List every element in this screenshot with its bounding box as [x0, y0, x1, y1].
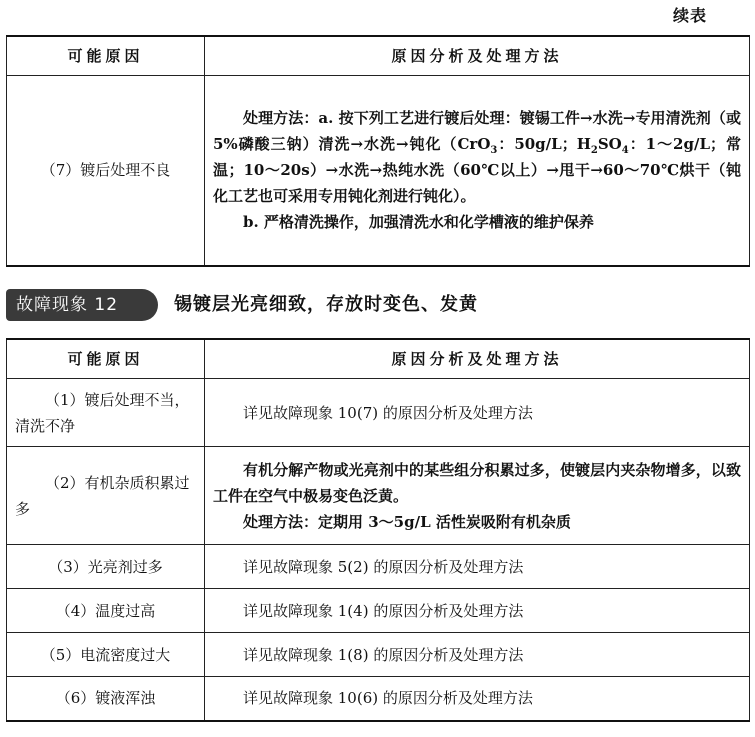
method-label: 处理方法： — [243, 512, 319, 531]
table-row — [7, 76, 750, 266]
analysis-cell: 详见故障现象 10(7) 的原因分析及处理方法 — [205, 379, 750, 447]
subscript-3: 3 — [490, 145, 498, 157]
analysis-cell — [205, 76, 750, 266]
analysis-cell: 详见故障现象 1(4) 的原因分析及处理方法 — [205, 589, 750, 633]
analysis-cell — [205, 447, 750, 545]
subscript-2: 2 — [590, 145, 598, 157]
table-header-row — [7, 339, 750, 379]
cause-cell: （3）光亮剂过多 — [7, 545, 205, 589]
analysis-cell: 详见故障现象 1(8) 的原因分析及处理方法 — [205, 633, 750, 677]
para-a-part4: ：1～2g/L；常温；10～20s）→水洗→热纯水洗（60℃以上）→甩干→60～70℃烘干（钝化工艺也可采用专用钝化剂进行钝化）。 — [213, 135, 741, 206]
method-text — [213, 509, 741, 535]
header-cause: 可能原因 — [7, 36, 205, 76]
method-label: 处理方法： — [243, 109, 319, 128]
table-row — [7, 589, 750, 633]
fault-badge: 故障现象 12 — [6, 289, 158, 321]
table-row — [7, 677, 750, 721]
table-header-row — [7, 36, 750, 76]
header-cause: 可能原因 — [7, 339, 205, 379]
table-continued — [6, 35, 750, 267]
para-a-part1: a. 按下列工艺进行镀后处理：镀锡工件→水洗→专用清洗剂（或 5%磷酸三钠）清洗→水洗→钝化（CrO — [213, 109, 741, 154]
table-row — [7, 545, 750, 589]
continued-label: 续表 — [672, 6, 707, 25]
table-row — [7, 447, 750, 545]
analysis-text: 有机分解产物或光亮剂中的某些组分积累过多，使镀层内夹杂物增多，以致工件在空气中极易变色泛黄。 — [213, 460, 741, 505]
para-a-part2: ：50g/L；H — [497, 135, 591, 154]
fault-heading — [6, 289, 746, 321]
fault-title: 锡镀层光亮细致，存放时变色、发黄 — [174, 294, 478, 315]
cause-cell: （4）温度过高 — [7, 589, 205, 633]
header-analysis: 原因分析及处理方法 — [205, 339, 750, 379]
table-fault-12 — [6, 338, 750, 722]
table-row — [7, 633, 750, 677]
method-para-a — [213, 105, 741, 209]
cause-cell: （1）镀后处理不当，清洗不净 — [7, 379, 205, 447]
method-body: 定期用 3～5g/L 活性炭吸附有机杂质 — [318, 512, 571, 531]
para-a-part3: SO — [597, 135, 622, 154]
table-row — [7, 379, 750, 447]
method-para-b: b. 严格清洗操作，加强清洗水和化学槽液的维护保养 — [243, 213, 594, 232]
cause-cell: （2）有机杂质积累过多 — [7, 447, 205, 545]
cause-cell: （5）电流密度过大 — [7, 633, 205, 677]
subscript-4: 4 — [621, 145, 629, 157]
cause-cell: （6）镀液浑浊 — [7, 677, 205, 721]
cause-cell: （7）镀后处理不良 — [7, 76, 205, 266]
analysis-cell: 详见故障现象 10(6) 的原因分析及处理方法 — [205, 677, 750, 721]
header-analysis: 原因分析及处理方法 — [205, 36, 750, 76]
analysis-cell: 详见故障现象 5(2) 的原因分析及处理方法 — [205, 545, 750, 589]
